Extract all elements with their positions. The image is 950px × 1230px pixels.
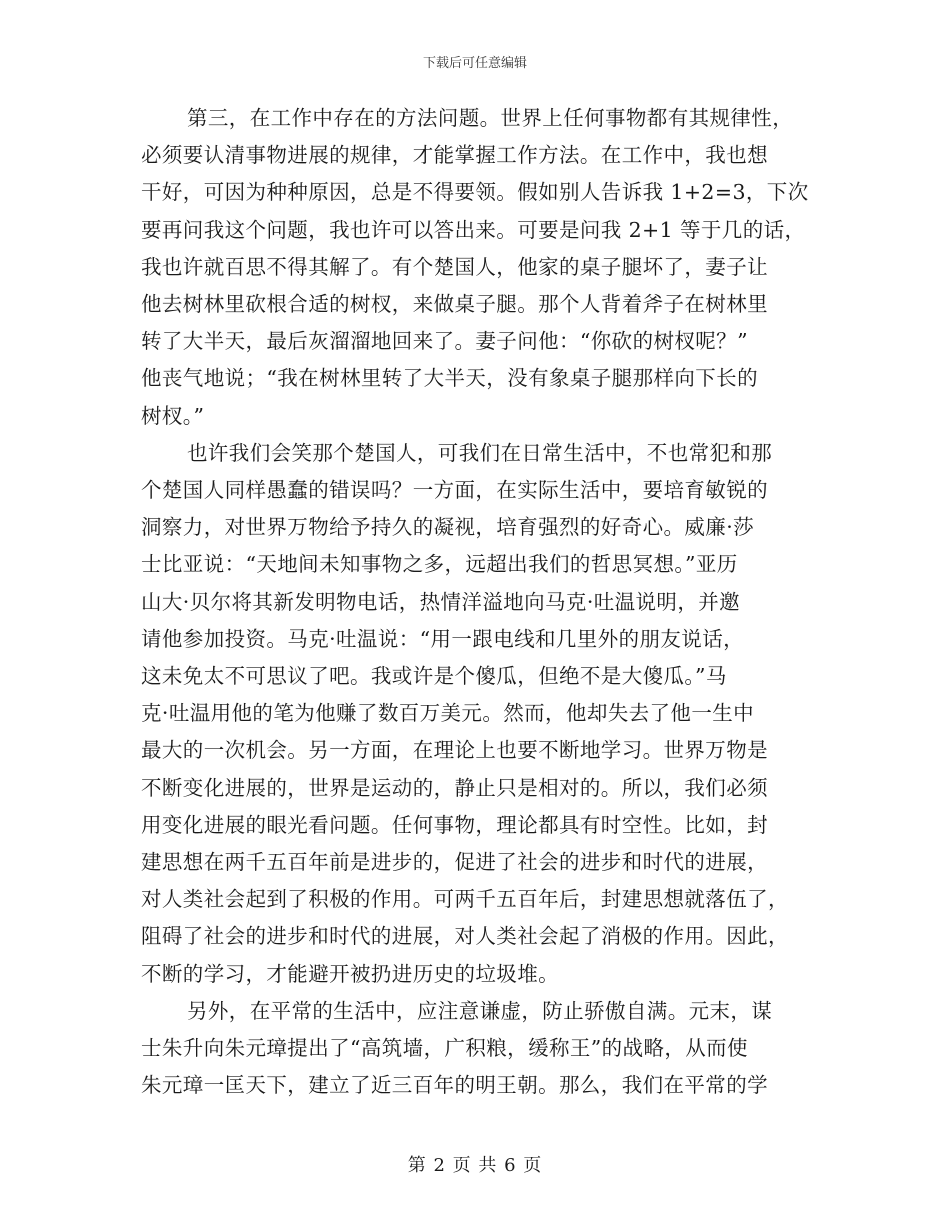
- text-line: 干好，可因为种种原因，总是不得要领。假如别人告诉我 1+2=3，下次: [141, 180, 809, 205]
- text-line: 对人类社会起到了积极的作用。可两千五百年后，封建思想就落伍了，: [141, 887, 789, 912]
- text-line: 他去树林里砍根合适的树杈，来做桌子腿。那个人背着斧子在树林里: [141, 292, 768, 317]
- text-line: 士比亚说：“天地间未知事物之多，远超出我们的哲思冥想。”亚历: [141, 552, 738, 577]
- text-line: 也许我们会笑那个楚国人，可我们在日常生活中，不也常犯和那: [187, 440, 773, 465]
- text-line: 用变化进展的眼光看问题。任何事物，理论都具有时空性。比如，封: [141, 812, 768, 837]
- text-line: 树杈。”: [141, 403, 205, 428]
- document-body: [141, 100, 811, 1104]
- text-line: 要再问我这个问题，我也许可以答出来。可要是问我 2+1 等于几的话，: [141, 217, 806, 242]
- text-line: 不断的学习，才能避开被扔进历史的垃圾堆。: [141, 961, 559, 986]
- text-line: 这未免太不可思议了吧。我或许是个傻瓜，但绝不是大傻瓜。”马: [141, 664, 727, 689]
- page-header-note: 下载后可任意编辑: [422, 56, 527, 71]
- text-line: 士朱升向朱元璋提出了“高筑墙，广积粮，缓称王”的战略，从而使: [141, 1036, 748, 1061]
- text-line: 山大·贝尔将其新发明物电话，热情洋溢地向马克·吐温说明，并邀: [141, 589, 741, 614]
- text-line: 最大的一次机会。另一方面，在理论上也要不断地学习。世界万物是: [141, 738, 768, 763]
- text-line: 请他参加投资。马克·吐温说：“用一跟电线和几里外的朋友说话，: [141, 626, 744, 651]
- page-number-footer: 第 2 页 共 6 页: [407, 1155, 543, 1176]
- text-line: 洞察力，对世界万物给予持久的凝视，培育强烈的好奇心。威廉·莎: [141, 515, 755, 540]
- text-line: 建思想在两千五百年前是进步的，促进了社会的进步和时代的进展，: [141, 850, 768, 875]
- paragraph-2: [141, 435, 811, 993]
- text-line: 个楚国人同样愚蠢的错误吗？一方面，在实际生活中，要培育敏锐的: [141, 478, 768, 503]
- text-line: 另外，在平常的生活中，应注意谦虚，防止骄傲自满。元末，谋: [187, 998, 773, 1023]
- text-line: 阻碍了社会的进步和时代的进展，对人类社会起了消极的作用。因此，: [141, 924, 789, 949]
- paragraph-3: [141, 993, 811, 1105]
- text-line: 必须要认清事物进展的规律，才能掌握工作方法。在工作中，我也想: [141, 143, 768, 168]
- text-line: 第三，在工作中存在的方法问题。世界上任何事物都有其规律性，: [187, 106, 794, 130]
- text-line: 他丧气地说；“我在树林里转了大半天，没有象桌子腿那样向下长的: [141, 366, 758, 391]
- text-line: 朱元璋一匡天下，建立了近三百年的明王朝。那么，我们在平常的学: [141, 1073, 768, 1098]
- paragraph-1: [141, 100, 811, 435]
- text-line: 克·吐温用他的笔为他赚了数百万美元。然而，他却失去了他一生中: [141, 701, 755, 726]
- text-line: 转了大半天，最后灰溜溜地回来了。妻子问他：“你砍的树杈呢？”: [141, 329, 748, 354]
- text-line: 不断变化进展的，世界是运动的，静止只是相对的。所以，我们必须: [141, 775, 768, 800]
- text-line: 我也许就百思不得其解了。有个楚国人，他家的桌子腿坏了，妻子让: [141, 254, 768, 279]
